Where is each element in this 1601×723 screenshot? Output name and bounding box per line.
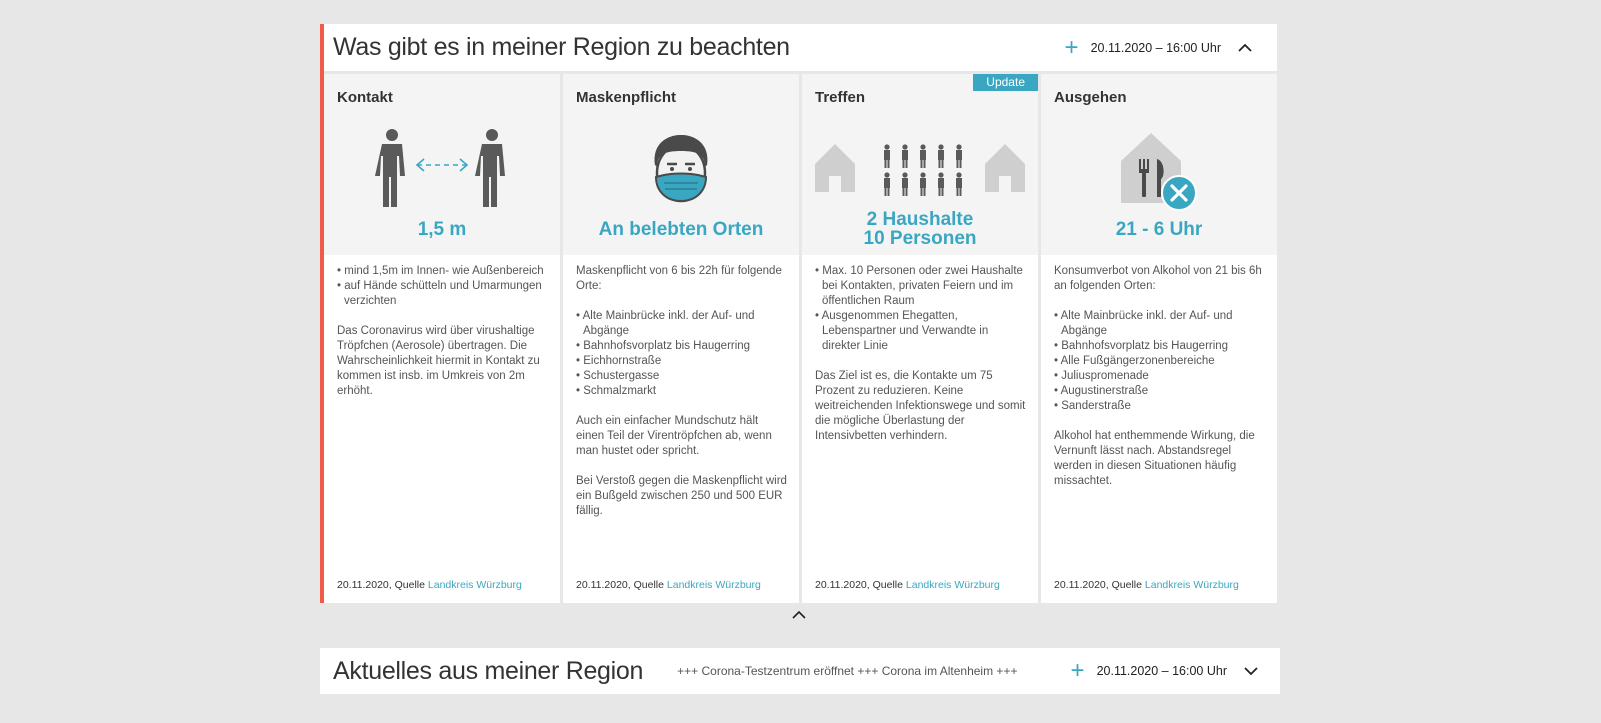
card-bullets <box>1054 309 1266 414</box>
card-title: Ausgehen <box>1054 89 1127 106</box>
restaurant-closed-icon <box>1041 133 1277 213</box>
card-footer <box>815 579 1000 591</box>
list-item: • Schustergasse <box>576 369 788 384</box>
plus-icon[interactable]: + <box>1070 657 1085 684</box>
collapse-chevron-up-icon[interactable] <box>791 610 807 620</box>
list-item: • Augustinerstraße <box>1054 384 1266 399</box>
card-body <box>337 264 549 414</box>
footer-date: 20.11.2020, Quelle <box>576 579 664 591</box>
list-item: • Alte Mainbrücke inkl. der Auf- und Abgänge <box>1054 309 1266 339</box>
rules-panel-date: 20.11.2020 – 16:00 Uhr <box>1090 40 1221 55</box>
card-paragraph: Alkohol hat enthemmende Wirkung, die Vernunft lässt nach. Abstandsregel werden in diesen Situationen häufig missachtet. <box>1054 430 1255 487</box>
card-body <box>1054 264 1266 504</box>
card-footer <box>337 579 522 591</box>
news-panel-title: Aktuelles aus meiner Region <box>333 656 644 685</box>
card-title: Kontakt <box>337 89 393 106</box>
card-intro: Konsumverbot von Alkohol von 21 bis 6h an folgenden Orten: <box>1054 265 1262 292</box>
card-intro: Maskenpflicht von 6 bis 22h für folgende Orte: <box>576 265 782 292</box>
rules-panel-header[interactable] <box>324 24 1277 71</box>
news-panel-header[interactable] <box>320 648 1280 694</box>
plus-icon[interactable]: + <box>1064 33 1079 61</box>
card-paragraph: Auch ein einfacher Mundschutz hält einen Teil der Virentröpfchen ab, wenn man hustet oder spricht. <box>576 415 772 457</box>
households-icon <box>802 144 1038 199</box>
list-item: • Alle Fußgängerzonenbereiche <box>1054 354 1266 369</box>
distance-icon <box>324 127 560 207</box>
footer-date: 20.11.2020, Quelle <box>815 579 903 591</box>
card-bullets <box>576 309 788 399</box>
list-item: • Ausgenommen Ehegatten, Lebenspartner und Verwandte in direkter Linie <box>815 309 1027 354</box>
card-body <box>815 264 1027 459</box>
card-footer <box>576 579 761 591</box>
card-body <box>576 264 788 534</box>
news-ticker[interactable]: +++ Corona-Testzentrum eröffnet +++ Corona im Altenheim +++ <box>677 664 1018 678</box>
card-paragraph: Das Ziel ist es, die Kontakte um 75 Prozent zu reduzieren. Keine weitreichenden Infektionswege und somit die mögliche Überlastung der Intensivbetten verhindern. <box>815 370 1026 442</box>
rules-panel <box>320 24 1277 603</box>
card-paragraph: Das Coronavirus wird über virushaltige Tröpfchen (Aerosole) übertragen. Die Wahrscheinlichkeit hiermit in Kontakt zu kommen ist insb. im Umkreis von 2m erhöht. <box>337 325 540 397</box>
list-item: • Juliuspromenade <box>1054 369 1266 384</box>
list-item: • Eichhornstraße <box>576 354 788 369</box>
card-bullets <box>815 264 1027 354</box>
news-panel-date: 20.11.2020 – 16:00 Uhr <box>1096 664 1227 678</box>
card-metric: 1,5 m <box>417 219 467 240</box>
card-footer <box>1054 579 1239 591</box>
list-item: • Bahnhofsvorplatz bis Haugerring <box>1054 339 1266 354</box>
card-metric-line-2: 10 Personen <box>863 228 977 249</box>
rules-panel-title: Was gibt es in meiner Region zu beachten <box>333 33 790 61</box>
card-header-area <box>563 74 799 255</box>
source-link[interactable]: Landkreis Würzburg <box>1144 579 1239 591</box>
card-header-area <box>324 74 560 255</box>
update-badge: Update <box>973 74 1038 91</box>
card-paragraph: Bei Verstoß gegen die Maskenpflicht wird ein Bußgeld zwischen 250 und 500 EUR fällig. <box>576 475 787 517</box>
card-treffen <box>802 74 1038 603</box>
list-item: • auf Hände schütteln und Umarmungen verzichten <box>337 279 549 309</box>
card-header-area <box>1041 74 1277 255</box>
card-header-area <box>802 74 1038 255</box>
source-link[interactable]: Landkreis Würzburg <box>427 579 522 591</box>
face-mask-icon <box>563 135 799 203</box>
source-link[interactable]: Landkreis Würzburg <box>905 579 1000 591</box>
card-title: Treffen <box>815 89 866 106</box>
card-title: Maskenpflicht <box>576 89 677 106</box>
footer-date: 20.11.2020, Quelle <box>1054 579 1142 591</box>
card-metric: 21 - 6 Uhr <box>1115 219 1203 240</box>
list-item: • Schmalzmarkt <box>576 384 788 399</box>
footer-date: 20.11.2020, Quelle <box>337 579 425 591</box>
card-ausgehen <box>1041 74 1277 603</box>
card-metric-line-1: 2 Haushalte <box>866 209 974 230</box>
chevron-down-icon[interactable] <box>1243 663 1259 679</box>
card-metric: An belebten Orten <box>598 219 764 240</box>
rules-cards <box>324 74 1277 603</box>
list-item: • Sanderstraße <box>1054 399 1266 414</box>
list-item: • Alte Mainbrücke inkl. der Auf- und Abgänge <box>576 309 788 339</box>
card-kontakt <box>324 74 560 603</box>
list-item: • Bahnhofsvorplatz bis Haugerring <box>576 339 788 354</box>
list-item: • mind 1,5m im Innen- wie Außenbereich <box>337 264 549 279</box>
card-bullets <box>337 264 549 309</box>
card-maskenpflicht <box>563 74 799 603</box>
list-item: • Max. 10 Personen oder zwei Haushalte bei Kontakten, privaten Feiern und im öffentlichen Raum <box>815 264 1027 309</box>
chevron-up-icon[interactable] <box>1237 40 1253 56</box>
source-link[interactable]: Landkreis Würzburg <box>666 579 761 591</box>
